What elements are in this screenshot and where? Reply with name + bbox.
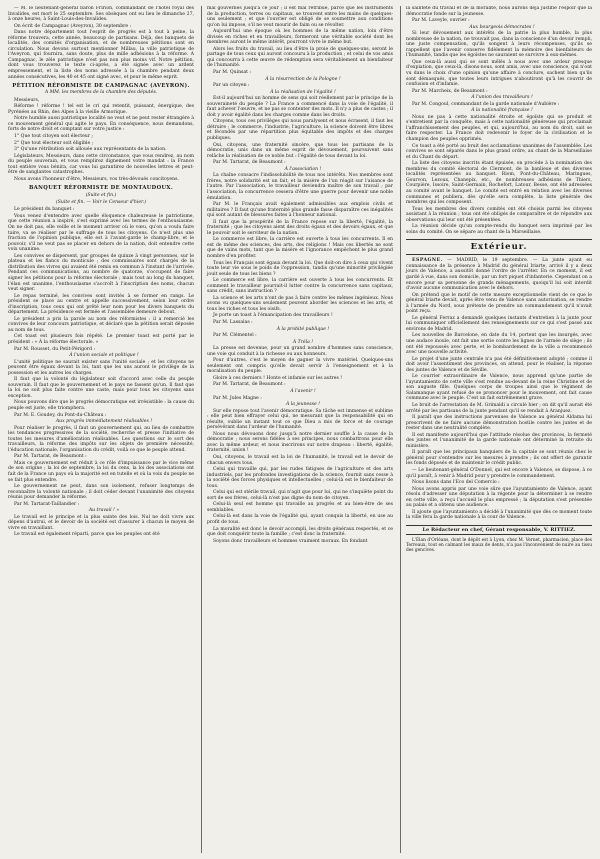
dateline-country: ESPAGNE. (412, 258, 443, 264)
column-middle (201, 6, 393, 853)
article-paragraph: On prétend que le motif de cette mesure exceptionnelle vient de ce que le général Iriarte devait, après être venu de Valence sans autorisation, se rendre à l'armée du Nord, sous prétexte de prendre un commandement qu'il n'avait point reçu. (406, 292, 592, 315)
article-paragraph: Si leur dévouement aux intérêts de la patrie la plus humble, la plus nombreuse de la nation, ne trouvait pas, dans la conscience d'un devoir rempli, une juste compensation, qu'ils songent à leurs récompenses, qu'ils se rappellent que l'avenir conserve fidèlement la mémoire des bienfaiteurs de l'humanité, tandis que les égoïstes ne sauraient se survivre à eux-mêmes. (406, 31, 592, 59)
article-paragraph: La chaîne consacre l'indissolubilité de tous nos intérêts. Nos membres sont frères, notre solidarité est un fait, et la misère de l'un réagit sur l'aisance de l'autre. Par l'association, le travailleur deviendra maître de son travail ; par l'association, la concurrence cessera d'être une guerre pour devenir une noble émulation. (207, 173, 393, 201)
article-paragraph: Vous venez d'entendre avec quelle éloquence chaleureuse le patriotisme, que cette réunion a inspiré, s'est exprimé avec les termes de l'enthousiasme. On ne doit pas, elle veille et le moment arriver où le vœu, qu'on a voulu faire taire, va se réaliser par le suffrage de tous les citoyens. Ce n'est plus une fraction de l'opinion publique, elle est à l'avant-garde le champ-libre, et le pouvoir, s'il ne veut pas se placer en dehors de la nation, doit entendre cette voix unanime. (8, 213, 194, 253)
article-paragraph: Le gouvernement ne peut, dans son isolement, refuser longtemps de reconnaître la volonté nationale ; il doit céder devant l'unanimité des citoyens réunis pour demander la réforme. (8, 484, 194, 501)
article-paragraph: Cet toast est plusieurs fois répété. Le premier toast est porté par le président : « À la réforme électorale. » (8, 334, 194, 345)
article-paragraph: Pour réaliser le progrès, il faut un gouvernement qui, au lieu de combattre les tendances progressives de la société, recherche et presse l'initiative de toutes les mesures d'amélioration réalisables. Les questions sur le sort des travailleurs, la réforme des impôts sur les objets de première nécessité, l'éducation nationale, l'organisation du crédit, voilà ce que le peuple attend. (8, 425, 194, 453)
article-paragraph: Le projet d'une junte centrale n'a pas été définitivement adopté ; comme il doit avoir l'assentiment des provinces, on attend, pour le réaliser, la réponse des juntes de Valence et de Séville. (406, 356, 592, 373)
article-paragraph: Oui, citoyens, une fraternité sincère, que tous les partisans de la démocratie, unis dans un même esprit de dévouement, poursuivent sans relâche la réalisation de ce noble but : l'égalité de tous devant la loi. (207, 142, 393, 159)
article-paragraph: Il faut que la prospérité de la France repose sur la liberté, l'égalité, la fraternité ; que les citoyens aient des droits égaux et des devoirs égaux, et que le pouvoir soit le serviteur de la nation. (207, 219, 393, 236)
article-paragraph: Les nouvelles de Barcelone, en date du 14, portent que les insurgés, avec une audace inouïe, ont fait une sortie contre les lignes de l'armée de siège ; ils ont été repoussés avec perte, et le bombardement de la ville a recommencé avec une nouvelle activité. (406, 333, 592, 356)
section-subheading: (Suite et fin.) (85, 192, 117, 198)
article-paragraph: La presse est devenue, pour un grand nombre d'hommes sans conscience, une voie qui conduit à la richesse ou aux honneurs. (207, 346, 393, 357)
article-paragraph: la sainteté du travail et de la moralité, nous aurons déjà justifié l'espoir que la démocratie fonde sur la jeunesse. (406, 6, 592, 17)
paragraph-text: — MADRID, le 19 septembre. — La junte ayant eu connaissance de la présence à Madrid du général Iriarte, arrivé il y a deux jours de Valence, a aussitôt donné l'ordre de l'arrêter. En ce moment, il est gardé à vue, dans son domicile, par un fort piquet d'infanterie. Cependant on a encore pour sa personne de grands ménagements, quoiqu'il lui soit interdit d'avoir aucune communication avec le dehors. (406, 258, 592, 292)
article-paragraph: La science et les arts n'ont de pas à faire contre les mêmes ingénieux. Nous avons vu quelques-uns seulement peuvent aborder les sciences et les arts, et tous les riches et tous les oisifs. (207, 295, 393, 312)
article-paragraph: Celui qui est stérile travail, qui n'agit que pour lui, qui ne s'inquiète point du sort de ses frères, celui-là n'est pas digne du nom de citoyen. (207, 490, 393, 501)
article-paragraph: Par M. Rousset, du Petit-Périgord : (14, 346, 96, 352)
toast-line: Au travail ! » (88, 508, 120, 514)
article-paragraph: Il ajoute que l'ayuntamiento a décidé à l'unanimité que dès ce moment toute la ville fera la garde nationale à la cour de Valence. (406, 509, 592, 521)
article-paragraph: Par M. Tartarat, de Beaumont : (213, 160, 286, 166)
article-paragraph: Notre humble aussi patriotique localité ne veut et ne peut rester étrangère à ce mouvement général qui agite le pays. En conséquence, nous demandons, forts de notre droit et comptant sur votre justice : (8, 116, 194, 133)
article-paragraph: 1° Que tout citoyen soit électeur ; (14, 134, 93, 139)
article-paragraph: Le courrier extraordinaire de Valence, nous apprend qu'une partie de l'ayuntamiento de cette ville s'est rendue au-devant de la reine Christine et de son auguste fille. Quelques corps de troupes ainsi que le régiment de Salamanque ayant refusé de se prononcer pour le mouvement, ont fait cause commune avec le peuple. C'est un fait extrêmement grave. (406, 374, 592, 402)
article-paragraph: La réunion décide qu'un compte-rendu du banquet sera imprimé par les soins du comité. On se sépare au chant de la Marseillaise. (406, 224, 592, 235)
article-paragraph: Nous pouvons dire que le progrès démocratique est irrésistible : la cause du peuple est juste, elle triomphera. (8, 400, 194, 411)
column-bottom-edge (401, 849, 592, 853)
article-paragraph: Réforme ! réforme ! tel est le cri qui retentit, puissant, énergique, des Pyrénées au Rhin, des Alpes à la vieille Armorique. (8, 104, 194, 115)
article-paragraph: Le président du banquet : (14, 207, 75, 213)
article-paragraph (406, 258, 592, 291)
column-bottom-edge (8, 849, 194, 853)
article-paragraph: Gloire à ces derniers ! Honte et infamie sur les autres ! (213, 375, 343, 381)
article-paragraph: Mais ce gouvernement est réduit à ce rôle d'impuissance par le vice même de son origine ; la loi de septembre, la loi du cens, la loi des associations ont fait de la France un pays où la majorité est en tutelle et où la voix du peuple ne se fait plus entendre. (8, 460, 194, 483)
article-paragraph: Le repas terminé, les convives sont invités à se former en rangs. Le président se place au centre et appelle successivement, selon leur ordre d'inscription, tous ceux qui ont prêté leur nom pour les divers banquets du département. La présidence est fermée et l'assemblée demeure debout. (8, 293, 194, 316)
toast-line: Aux bourgeois démocrates ! (469, 24, 535, 30)
article-paragraph: Par M. Jules Magne : (213, 395, 262, 401)
article-paragraph: Tous les membres des divers comités ont été choisis parmi les citoyens assistant à la réunion ; tous ont été obligés de comparaître et de répondre aux observations qui leur ont été présentées. (406, 206, 592, 223)
article-paragraph: On écrit de Campagnac (Aveyron), 30 septembre : (14, 23, 132, 29)
toast-line: À la résurrection de la Pologne ! (265, 76, 341, 82)
article-paragraph: Celui-là seul est homme qui travaille au progrès et au bien-être de ses semblables. (207, 502, 393, 513)
article-paragraph: Dans notre département tout l'esprit de progrès est à tout à peine, la réforme trouvera, cette année, beaucoup de partisans. Déjà, des banquets de localités, des comités d'organisation, et de nombreuses pétitions sont en circulation. Nous devons surtout mentionner Millau, la ville patriotique de l'Aveyron, qui fournira, sans doute, plus de mille adhésions à la réforme. A Campagnac, le zèle patriotique n'est pas non plus moins vif. Notre pétition, dont vous trouverez le texte ci-après, a été signée avec un ardent empressement, et la liste des noms adressée à la chambre pendant deux années consécutives, les 40 et 45 ont signé avec, et pour le même esprit. (8, 30, 194, 80)
article-paragraph: Que ceux-là aussi qui se sont mêlés à nous avec une ardeur presque d'expiation, que ceux-là, disons-nous, sont amis, avec une conscience, qui n'ont vu dans le choix d'une opinion qu'une affaire à conclure, sachent bien qu'ils sont démasqués, que toutes leurs intrigues n'aboutiront qu'à les couvrir de confusion et d'infamie. (406, 59, 592, 88)
toast-line: À l'union des travailleurs ! (471, 95, 533, 101)
article-paragraph: 3° Qu'une rétribution soit allouée aux représentants de la nation. (14, 147, 167, 153)
article-paragraph: Le travail est également réparti, parce que les peuples ont été (14, 532, 160, 538)
article-paragraph: Par M. Tartarat-Taillandier : (14, 501, 80, 507)
article-paragraph: Il paraît que les principaux banquiers de la capitale se sont réunis chez le général pour s'entendre sur les mesures à prendre ; ils ont offert de garantir les fonds déposés et de maintenir le crédit public. (406, 450, 592, 467)
article-paragraph: Nous lisons dans l'Eco del Comercio : (412, 480, 500, 486)
article-paragraph: Par M. Congoul, commandant de la garde nationale d'Aubière : (412, 101, 560, 107)
article-paragraph: L'unité politique ne saurait exister sans l'unité sociale ; et les citoyens ne peuvent être égaux devant la loi, tant que les uns auront le privilège de la possession et les autres les charges. (8, 359, 194, 376)
article-paragraph: La liste des citoyens inscrits étant épuisée, on procède à la nomination des membres du comité électoral de Clermont, de la banlieue et des diverses localités représentées au banquet. Riom, Pont-du-Château, Maringues, Gourvon, Lezoux, Chanepix, etc., de nombreuses adhésions de Thiers, Courpière, Issoire, Saint-Germain, Rochefort, Latour, Besse, ont été adressées au comité avant le banquet. Le comité est entré en relation avec les diverses communes et publiera, dès qu'elle sera complète, la liste générale des membres qui les composent. (406, 161, 592, 206)
column-left (8, 6, 194, 853)
article-paragraph: Je porte un toast à l'émancipation des travailleurs ! (213, 313, 333, 319)
article-paragraph: Messieurs, (14, 97, 40, 103)
article-paragraph: Par M. le Français avait également admissibles aux emplois civils et militaires ? Il faut qu'une fraternité plus grande fasse disparaître ces inégalités qui sont autant de blessures faites à l'honneur national. (207, 202, 393, 219)
column-right (400, 6, 592, 853)
article-paragraph: Législateurs, Messieurs, dans cette circonstance, que vous rendrez, au nom du peuple souverain, et vous remplirez dignement votre mandat : la France tout entière vous bénira, car vous lui garantirez de nouvelles lettres et peut-être de sanglantes catastrophes. (8, 153, 194, 176)
article-paragraph: mal gouvernés jusqu'à ce jour ; il est mal rétribué, parce que les instruments de la production, terres ou capitaux, se trouvent entre les mains de quelques-uns seulement ; et que l'ouvrier est obligé de se soumettre aux conditions qu'on lui impose, s'il ne veut mourir de faim ou se révolter. (207, 6, 393, 28)
toast-line: À la jeunesse ! (286, 402, 320, 408)
article-paragraph: 2° Que tout électeur soit éligible ; (14, 140, 94, 146)
article-paragraph: Par M. E. Goudey, du Pont-du-Château : (14, 412, 107, 418)
article-paragraph: Sur elle repose tout l'avenir démocratique. Sa tâche est immense et sublime : elle peut bien effrayer celui qui, ne mesurant que la responsabilité qui en résulte, oublie un instant tout ce que Dieu a mis de force et de courage persévérant dans l'ardeur de l'humanité. (207, 408, 393, 431)
section-title-exterieur: Extérieur. (406, 239, 592, 255)
article-paragraph: Le commerce est libre, la carrière est ouverte à tous les concurrents. Et comment le travailleur pourrait-il lutter contre la concurrence sans capitaux, sans crédit, sans instruction ? (207, 278, 393, 295)
article-paragraph: Nous nous dévouons donc jusqu'à notre dernier souffle à la cause de la démocratie ; nous serons fidèles à ses principes, nous combattrons pour elle avec la même ardeur, et nous inscrirons sur notre drapeau : liberté, égalité, fraternité, union ! (207, 431, 393, 454)
article-paragraph: La moralité est donc le devoir accompli, les droits généraux respectés, et ce que doit conquérir toute la famille ; c'est donc la fraternité. (207, 526, 393, 538)
article-paragraph: Le commerce est libre, la carrière est ouverte à tous les concurrents. Il en est de même des sciences, des arts, des religions ! Mais ces libertés ne sont que de vains mots, tant que la misère et l'ignorance empêchent le plus grand nombre d'en profiter. (207, 237, 393, 259)
article-paragraph: Le président a pris la parole au nom des réformistes : il a remercié les convives de leur concours patriotique, et déclaré que la pétition serait déposée au nom de tous. (8, 316, 194, 333)
article-paragraph: Citoyens, tous ces privilèges qui nous paralysent et nous écrasent, il faut les détruire ; le commerce, l'industrie, l'agriculture, la science doivent être libres et fécondés par une répartition plus équitable des impôts et des charges publiques. (207, 119, 393, 142)
article-paragraph: Oui, citoyens, le travail est la loi de l'humanité, le travail est le devoir de chacun envers tous. (207, 455, 393, 466)
article-paragraph: Par M. Tartarat, de Beaumont : (213, 382, 286, 388)
article-paragraph: Celui qui travaille qui, par les rudes fatigues de l'agriculture et des arts industriels, par les profondes investigations de la science, fournit sans cesse à la société des forces physiques et intellectuelles ; celui-là est le bienfaiteur de tous. (207, 467, 393, 489)
article-paragraph: Il est manifeste aujourd'hui que l'attitude résolue des provinces, la fermeté des juntes et l'unanimité de la garde nationale ont déterminé la retraite du ministère. (406, 432, 592, 449)
article-paragraph: Nous ne pas à cette nationalité étroite et égoïste qui se produit et s'entretient par la conquête, mais à cette nationalité généreuse qui proclamait l'affranchissement des peuples, et qui, aujourd'hui, au nom du droit, sait se faire respecter. La France doit redevenir le foyer de la civilisation et le champion des peuples opprimés. (406, 114, 592, 143)
article-paragraph: Par M. Quinsat : (213, 70, 252, 76)
article-paragraph: Par M. Laveyle, ouvrier : (412, 18, 470, 24)
article-paragraph: — M. le lieutenant-général baron Fririon, commandant de l'hôtel royal des Invalides, est mort le 25 septembre. Ses obsèques ont eu lieu le dimanche 27, à onze heures, à Saint-Louis-des-Invalides. (8, 6, 194, 23)
article-paragraph: Le général Ferraz a demandé quelques instants d'entretien à la junte pour lui communiquer officiellement des renseignements sur ce qui s'est passé aux environs de Madrid. (406, 315, 592, 332)
article-paragraph: Est-il aujourd'hui un homme de sens qui soit réellement par le principe de la souveraineté du peuple ? La France a commencé dans la voie de l'égalité, il faut achever l'œuvre, et ne pas se contenter des mots. Il n'y a plus de castes ; il doit y avoir égalité dans les charges comme dans les droits. (207, 96, 393, 118)
toast-line: À l'union sociale et politique ! (69, 353, 139, 359)
editor-signature: Le Rédacteur en chef, Gérant responsable, V. RITTIEZ. (406, 525, 592, 535)
article-paragraph: Tous les Français sont égaux devant la loi. Que doit-on dire à ceux qui vivent toute leur vie sous le poids de l'oppression, tandis qu'une minorité privilégiée jouit seule de tous les biens ? (207, 260, 393, 277)
section-heading: PÉTITION RÉFORMISTE DE CAMPAGNAC (AVEYRON). (12, 83, 190, 90)
article-paragraph: Par M. Marcheix, de Beaumont : (412, 88, 488, 94)
toast-line: Aux progrès immédiatement réalisables ! (55, 419, 153, 425)
article-paragraph: Il faut que la volonté du législateur soit d'accord avec celle du peuple souverain. Il faut que le gouvernement et le pays ne fassent qu'un. Il faut que la loi ne soit plus faite contre une caste, mais pour tous les citoyens sans exception. (8, 377, 194, 399)
article-paragraph: Le bruit de l'arrestation de M. Grimaldi a circulé hier ; on dit qu'il aurait été arrêté par les partisans de la junte pendant qu'il se rendait à Aranjuez. (406, 403, 592, 414)
article-paragraph: Celui-là est dans la voie de l'égalité qui, ayant conquis la liberté, en use au profit de tous. (207, 514, 393, 526)
toast-line: À l'association ! (284, 166, 322, 172)
article-paragraph: Par un citoyen : (213, 83, 250, 89)
article-paragraph: Par M. Clémentel : (213, 333, 257, 339)
article-paragraph: Alors les fruits du travail, au lieu d'être la proie de quelques-uns, seront le partage de tous ceux qui auront concouru à la production ; et celui de vos amis qui concourra à cette œuvre de rédemption sera véritablement un bienfaiteur de l'humanité. (207, 46, 393, 69)
section-heading: BANQUET RÉFORMISTE DE MONTAUDOUX. (28, 185, 174, 192)
article-paragraph: Le travail est le principe et la plus sainte des lois. Nul ne doit vivre aux dépens d'autrui, et le devoir de la société est d'assurer à chacun le moyen de vivre en travaillant. (8, 514, 194, 531)
article-paragraph: Aujourd'hui une époque où les hommes de la même nation, loin d'être divisés en riches et en travailleurs, formeront une véritable société dont les membres auront le même intérêt, pourront vivre le même but. (207, 29, 393, 46)
footer-notice: L'Élan d'Orléans, dont le dépôt est à Lyon, chez M. Vernet, pharmacien, place des Terreaux, tout en calmant les maux de dents, n'a pas l'inconvénient de nuire au tissu des gencives. (406, 537, 592, 554)
section-subheading: (Suite et fin. — Voir le Censeur d'hier.) (55, 199, 147, 205)
toast-line: À la nationalité française ! (471, 108, 533, 114)
toast-line: À Tréla ! (292, 339, 314, 345)
toast-line: À l'avenir ! (290, 389, 316, 394)
article-paragraph: — Le lieutenant-général O'Donnel, qui est encore à Valence, se dispose, à ce qu'il paraît, à venir à Madrid pour y prendre le commandement. (406, 468, 592, 479)
article-paragraph: Il paraît que des instructions parvenues de Valence au général Aldama lui prescrivent de ne faire aucune démonstration hostile contre les juntes et de rester dans une neutralité complète. (406, 415, 592, 432)
article-paragraph: Ce toast a été porté au bruit des acclamations unanimes de l'assemblée. Les convives se sont séparés dans le plus grand ordre, au chant de la Marseillaise et du Chant du départ. (406, 143, 592, 160)
columns (8, 6, 592, 853)
article-paragraph: Nous avons l'honneur d'être, Messieurs, vos très-dévoués concitoyens. (14, 176, 179, 182)
column-bottom-edge (202, 849, 393, 853)
article-paragraph: Soyons donc travailleurs et hommes vraiment moraux. En fondant (213, 538, 368, 544)
article-paragraph: Par M. Tartarat, de Beaumont : (14, 454, 87, 460)
article-paragraph: Par M. Lassalas : (213, 319, 253, 325)
article-paragraph: Pour d'autres, c'est le moyen de gagner la vivre matériel. Quelques-uns seulement ont compris qu'elle devait servir à l'enseignement et à la moralisation du peuple. (207, 358, 393, 375)
article-paragraph: Les convives se dispersent, par groupes de quinze à vingt personnes, sur le plateau et les flancs du monticule ; des commissaires sont chargés de la distribution des vivres qui avaient été remis en commun à l'instant de l'arrivée. Pendant ces communications, au nombre de quatorze, s'occupent de faire signer les pétitions pour la réforme électorale ; mais tout au long du banquet, l'élan est unanime, l'enthousiasme s'accroît à l'inscription des noms, chacun veut signer. (8, 253, 194, 293)
section-subheading: A MM. les membres de la chambre des députés. (44, 90, 158, 96)
toast-line: À la probité publique ! (276, 326, 330, 332)
toast-line: À la réalisation de l'égalité ! (270, 89, 336, 95)
article-paragraph: Nous avons appris par une voie sûre que l'ayuntamiento de Valence, ayant résolu d'adresser une députation à la régente pour la déterminer à se rendre en cette ville, a reçu l'accueil le plus empressé ; la députation s'est présentée au palais et a obtenu une audience. (406, 486, 592, 509)
